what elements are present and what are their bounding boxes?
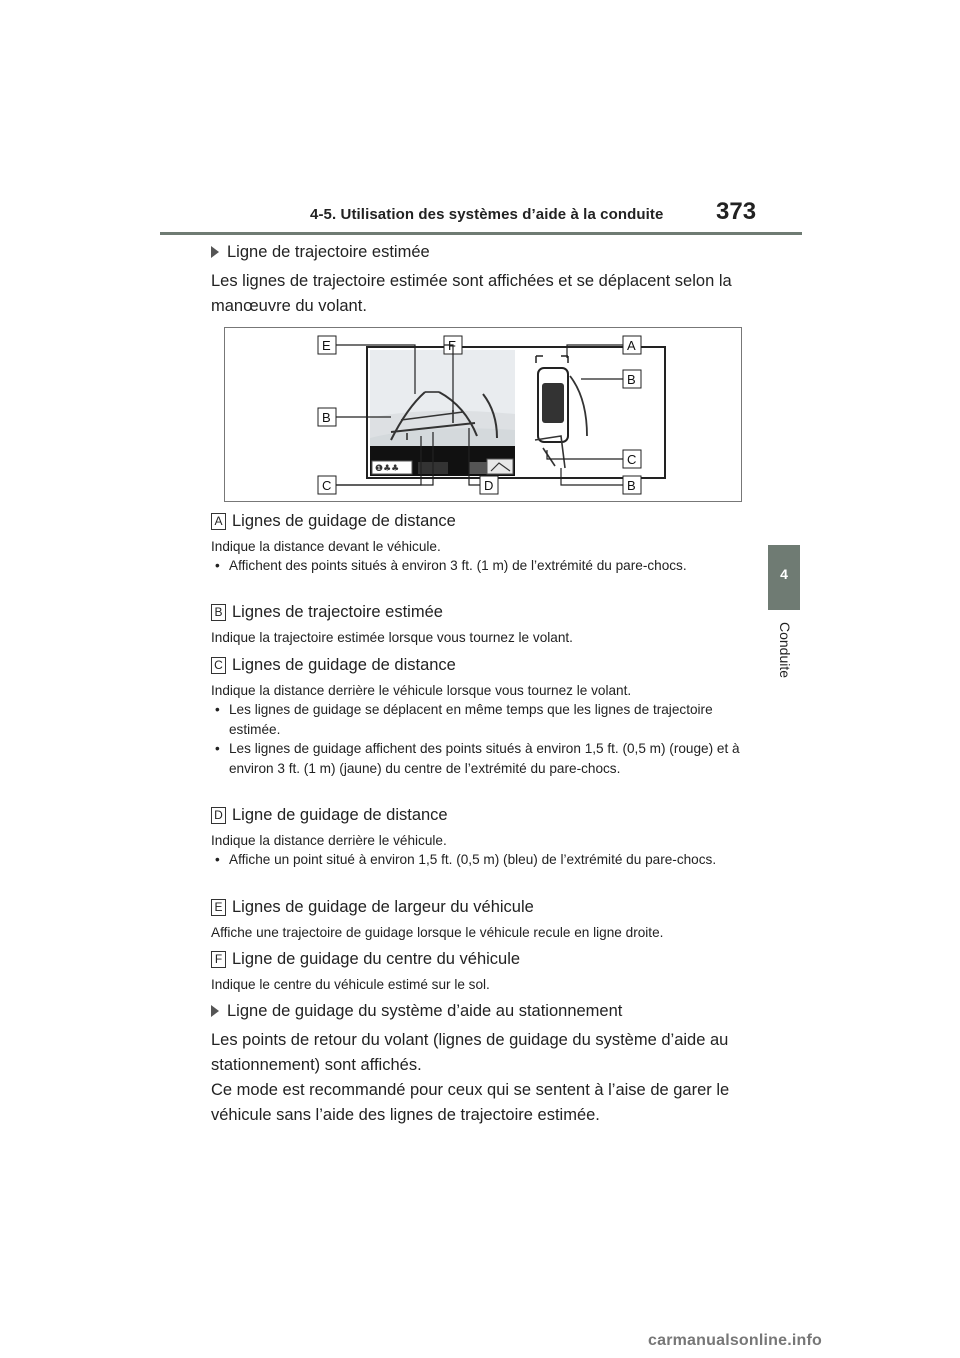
section-d-letter: D [211,807,226,824]
section-c-desc: Indique la distance derrière le véhicule lorsque vous tournez le volant. [211,683,632,698]
callout-c-left: C [322,478,332,493]
section-f-desc: Indique le centre du véhicule estimé sur le sol. [211,977,490,992]
chapter-side-label [771,622,795,702]
chapter-title: 4-5. Utilisation des systèmes d’aide à la conduite [310,206,664,223]
camera-display-figure [224,327,742,502]
callout-c-right: C [627,452,637,467]
intro-paragraph: Les lignes de trajectoire estimée sont affichées et se déplacent selon la manœuvre du volant. [211,272,732,315]
section-c-bullet-2: • Les lignes de guidage affichent des points situés à environ 1,5 ft. (0,5 m) (rouge) et à environ 3 ft. (1 m) (jaune) du centre de l’extrémité du pare-chocs. [211,739,751,778]
section-c-bullet-1: • Les lignes de guidage se déplacent en même temps que les lignes de trajectoire estimée. [211,700,751,739]
section-e-desc: Affiche une trajectoire de guidage lorsque le véhicule recule en ligne droite. [211,925,664,940]
section-f-heading [211,950,520,969]
section-a-letter: A [211,513,226,530]
section-c-heading [211,656,456,675]
camera-display-illustration [225,328,741,501]
triangle-bullet-icon [211,1005,219,1017]
section-b-title: Lignes de trajectoire estimée [232,603,443,621]
watermark: carmanualsonline.info [648,1332,823,1349]
chapter-tab [768,545,800,610]
chapter-side-label-text: Conduite [777,622,793,679]
callout-f: F [448,338,456,353]
intro-bullet-text: Ligne de trajectoire estimée [227,243,430,261]
section-d-title: Ligne de guidage de distance [232,806,448,824]
chapter-tab-number: 4 [780,566,788,582]
callout-e: E [322,338,331,353]
section-e-letter: E [211,899,226,916]
callout-a: A [627,338,636,353]
section-d-bullet-1: • Affiche un point situé à environ 1,5 ft. (0,5 m) (bleu) de l’extrémité du pare-chocs. [211,850,751,870]
intro-bullet-heading [211,243,430,262]
section-a-title: Lignes de guidage de distance [232,512,456,530]
svg-text:❶♣♣: ❶♣♣ [375,464,400,474]
parking-paragraph-1: Les points de retour du volant (lignes de guidage du système d’aide au stationnement) sont affichés. [211,1031,729,1074]
callout-b-bottom: B [627,478,636,493]
parking-paragraph-2: Ce mode est recommandé pour ceux qui se sentent à l’aise de garer le véhicule sans l’aide des lignes de trajectoire estimée. [211,1081,730,1124]
section-c-letter: C [211,657,226,674]
callout-b-right: B [627,372,636,387]
section-d-desc: Indique la distance derrière le véhicule. [211,833,447,848]
parking-bullet-heading [211,1002,622,1021]
section-b-desc: Indique la trajectoire estimée lorsque vous tournez le volant. [211,630,573,645]
section-c-title: Lignes de guidage de distance [232,656,456,674]
header-rule [160,232,802,235]
section-b-heading [211,603,443,622]
triangle-bullet-icon [211,246,219,258]
section-f-letter: F [211,951,226,968]
section-f-title: Ligne de guidage du centre du véhicule [232,950,521,968]
page-number: 373 [716,198,757,225]
callout-d: D [484,478,494,493]
section-d-heading [211,806,448,825]
section-a-heading [211,512,456,531]
section-b-letter: B [211,604,226,621]
section-e-title: Lignes de guidage de largeur du véhicule [232,898,534,916]
callout-b-left: B [322,410,331,425]
section-a-desc: Indique la distance devant le véhicule. [211,539,441,554]
section-a-bullet-1: • Affichent des points situés à environ 3 ft. (1 m) de l’extrémité du pare-chocs. [211,556,751,576]
parking-bullet-text: Ligne de guidage du système d’aide au stationnement [227,1002,623,1020]
section-e-heading [211,898,534,917]
